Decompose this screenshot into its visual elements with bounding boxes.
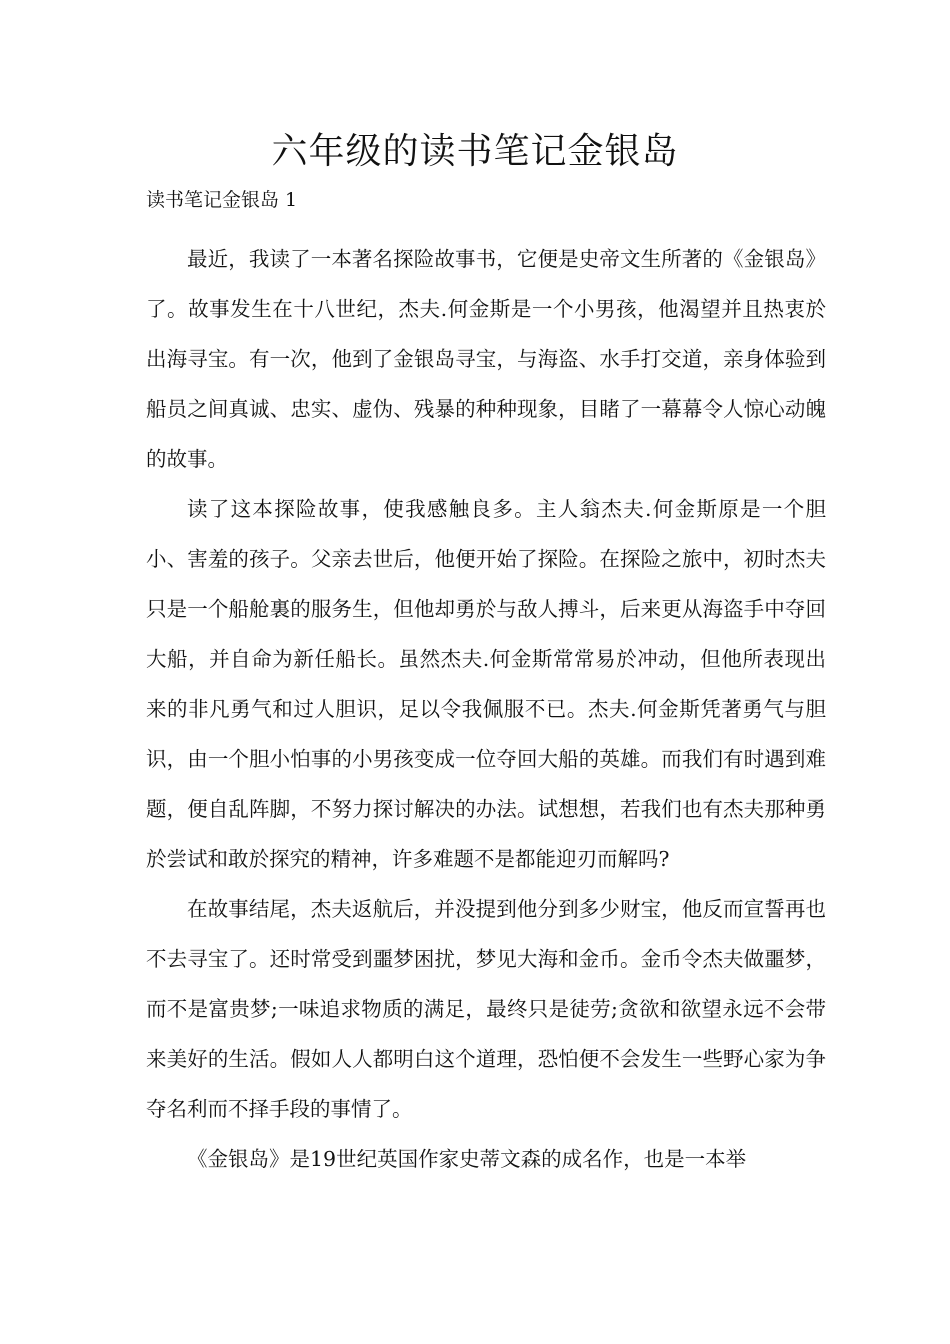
paragraph-1: 最近，我读了一本著名探险故事书，它便是史帝文生所著的《金银岛》了。故事发生在十八世纪，杰夫.何金斯是一个小男孩，他渴望并且热衷於出海寻宝。有一次，他到了金银岛寻宝，与海盗、水手打交道，亲身体验到船员之间真诚、忠实、虚伪、残暴的种种现象，目睹了一幕幕令人惊心动魄的故事。 (146, 247, 826, 471)
page-title: 六年级的读书笔记金银岛 (271, 131, 679, 172)
section-heading: 读书笔记金银岛 1 (146, 189, 298, 211)
paragraph-4: 《金银岛》是19世纪英国作家史蒂文森的成名作，也是一本举 (187, 1147, 747, 1171)
paragraph-3: 在故事结尾，杰夫返航后，并没提到他分到多少财宝，他反而宣誓再也不去寻宝了。还时常受到噩梦困扰，梦见大海和金币。金币令杰夫做噩梦，而不是富贵梦;一味追求物质的满足，最终只是徒劳;贪欲和欲望永远不会带来美好的生活。假如人人都明白这个道理，恐怕便不会发生一些野心家为争夺名利而不择手段的事情了。 (146, 897, 826, 1121)
document-body (146, 234, 826, 1184)
paragraph-2: 读了这本探险故事，使我感触良多。主人翁杰夫.何金斯原是一个胆小、害羞的孩子。父亲去世后，他便开始了探险。在探险之旅中，初时杰夫只是一个船舱裏的服务生，但他却勇於与敌人搏斗，后来更从海盗手中夺回大船，并自命为新任船长。虽然杰夫.何金斯常常易於冲动，但他所表现出来的非凡勇气和过人胆识，足以令我佩服不已。杰夫.何金斯凭著勇气与胆识，由一个胆小怕事的小男孩变成一位夺回大船的英雄。而我们有时遇到难题，便自乱阵脚，不努力探讨解决的办法。试想想，若我们也有杰夫那种勇於尝试和敢於探究的精神，许多难题不是都能迎刃而解吗? (146, 497, 826, 871)
